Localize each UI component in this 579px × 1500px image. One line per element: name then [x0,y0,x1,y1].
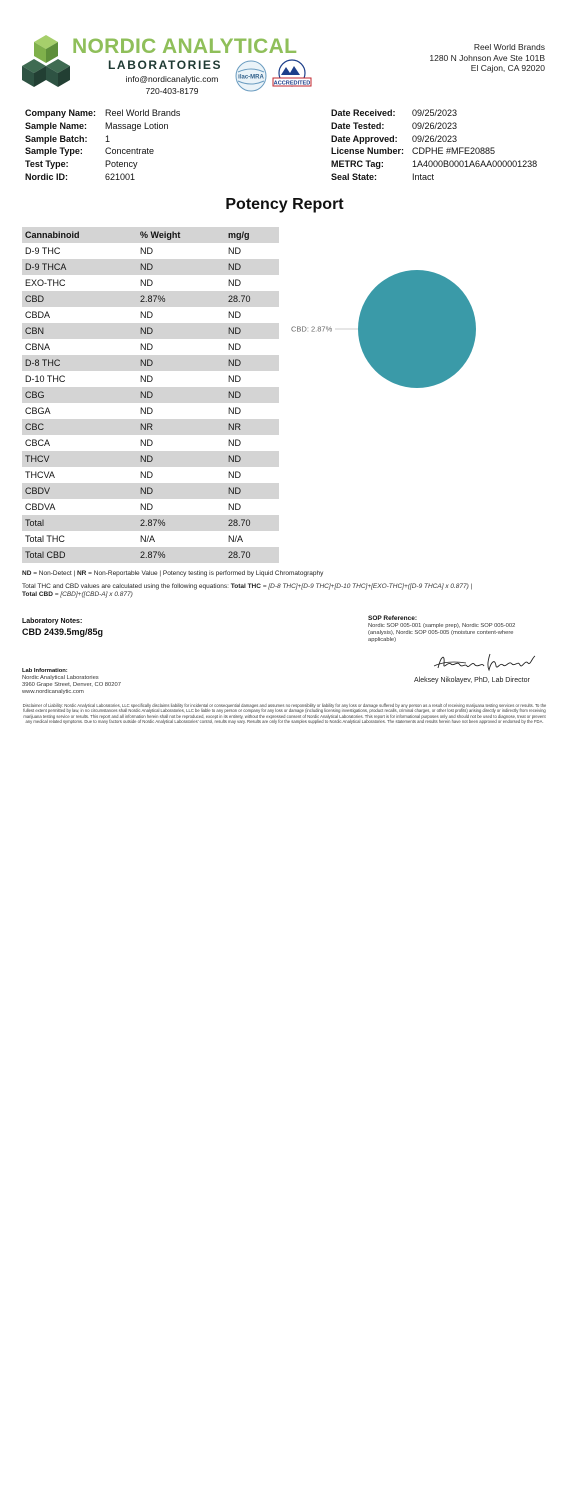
table-cell: NR [137,419,225,435]
info-label: Date Tested: [331,120,385,131]
signature-image [432,648,538,676]
logo-cube-right [46,59,70,87]
sop-reference-label: SOP Reference: [368,615,418,622]
table-cell: ND [137,451,225,467]
lab-phone: 720-403-8179 [145,86,199,96]
table-cell: ND [225,259,279,275]
table-cell: THCV [22,451,137,467]
lab-email: info@nordicanalytic.com [125,74,219,84]
table-cell: ND [228,374,241,384]
info-value: Intact [412,171,435,182]
table-cell: ND [140,374,153,384]
table-cell: ND [228,406,241,416]
info-row [331,107,537,120]
table-cell: 28.70 [225,291,279,307]
table-header-row [22,227,279,243]
info-label: Sample Name: [25,120,88,131]
table-cell: ND [228,278,241,288]
table-row [22,323,279,339]
table-cell: D-10 THC [25,374,66,384]
column-header: Cannabinoid [22,227,137,243]
info-row [331,145,537,158]
table-cell: ND [225,387,279,403]
info-value: Massage Lotion [105,120,169,131]
nd-abbr: ND [22,570,32,577]
table-cell: CBDA [25,310,51,320]
table-cell: ND [140,438,153,448]
table-cell: ND [228,310,241,320]
table-cell: ND [140,246,153,256]
table-cell: 28.70 [225,515,279,531]
table-row [22,419,279,435]
info-row [25,145,180,158]
table-row [22,371,279,387]
info-row [25,107,180,120]
info-value: Reel World Brands [105,108,181,118]
info-value: 621001 [105,171,136,182]
table-cell: ND [137,323,225,339]
lab-info-line-3: www.nordicanalytic.com [22,689,84,695]
table-row [22,403,279,419]
table-cell: 2.87% [137,547,225,563]
table-cell: ND [137,259,225,275]
table-row [22,259,279,275]
table-cell: 2.87% [137,291,225,307]
potency-pie-chart [286,262,486,397]
table-cell: 2.87% [137,515,225,531]
table-cell: Total CBD [22,547,137,563]
info-label: Sample Type: [25,146,83,157]
total-cbd-equation: = [CBD]+([CBD-A] x 0.877) [52,591,133,598]
info-label: Seal State: [331,171,378,182]
table-cell: ND [137,483,225,499]
info-row [331,120,537,133]
signer-name: Aleksey Nikolayev, PhD, Lab Director [414,677,530,684]
table-row [22,243,279,259]
total-thc-equation: = [D-8 THC]+[D-9 THC]+[D-10 THC]+[EXO-THC]+([D-9 THCA] x 0.877) | [260,582,473,590]
client-address-block [429,42,545,74]
table-cell: ND [225,483,279,499]
lab-info-label: Lab Information: [22,668,68,674]
table-cell: CBDV [22,483,137,499]
nr-abbr: NR [76,570,87,577]
table-cell: ND [228,342,241,352]
table-cell: ND [228,438,241,448]
equations-intro: Total THC and CBD values are calculated using the following equations: [22,582,231,590]
table-cell: D-9 THC [25,246,61,256]
info-row [331,158,537,171]
table-cell: ND [140,406,153,416]
info-label: Date Approved: [331,133,398,144]
table-row [22,531,279,547]
table-cell: ND [140,342,153,352]
ilac-mra-text: ilac-MRA [238,74,264,81]
info-label: Company Name: [25,108,97,118]
table-row [22,483,279,499]
table-cell: ND [140,470,153,480]
total-cbd-label: Total CBD [22,591,53,598]
info-row [25,133,180,146]
lab-information [22,668,121,696]
info-value: 1 [105,133,111,144]
table-cell: 28.70 [225,547,279,563]
abbreviation-note [22,570,542,579]
table-cell: CBGA [25,406,51,416]
table-row [22,355,279,371]
table-cell: ND [225,451,279,467]
footnotes [22,570,542,600]
table-cell: CBCA [25,438,51,448]
table-cell: ND [140,310,153,320]
info-label: Nordic ID: [25,171,69,182]
info-value: 09/26/2023 [412,133,458,144]
table-cell: ND [228,470,241,480]
nr-text: = Non-Reportable Value | Potency testing is performed by Liquid Chromatography [86,570,324,577]
table-cell: D-9 THCA [22,259,137,275]
client-name: Reel World Brands [473,42,545,52]
ilac-mra-badge-icon [234,60,268,92]
info-row [331,171,537,184]
table-cell: D-8 THC [22,355,137,371]
lab-info-line-1: Nordic Analytical Laboratories [22,675,99,681]
info-label: License Number: [331,146,405,157]
table-cell: CBD [22,291,137,307]
lab-notes-value: CBD 2439.5mg/85g [22,627,104,637]
table-row [22,515,279,531]
table-row [22,435,279,451]
column-header: mg/g [225,227,279,243]
info-value: Concentrate [105,146,155,157]
table-cell: THCVA [25,470,55,480]
pie-slice-cbd [358,270,476,388]
lab-name: NORDIC ANALYTICAL [72,35,298,58]
table-cell: CBN [22,323,137,339]
table-row [22,499,279,515]
table-row [22,339,279,355]
table-cell: CBC [22,419,137,435]
report-title: Potency Report [225,196,344,213]
client-address-line-1: 1280 N Johnson Ave Ste 101B [429,52,545,63]
info-label: METRC Tag: [331,159,384,170]
table-cell: ND [137,387,225,403]
table-row [22,451,279,467]
table-row [22,467,279,483]
table-cell: N/A [228,534,244,544]
lab-notes-label: Laboratory Notes: [22,618,83,625]
table-cell: ND [225,355,279,371]
info-row [25,171,180,184]
table-cell: EXO-THC [25,278,66,288]
table-cell: ND [137,355,225,371]
info-row [331,133,537,146]
info-value: 09/25/2023 [412,108,458,118]
total-thc-label: Total THC [230,582,261,590]
info-value: 1A4000B0001A6AA000001238 [412,159,538,170]
nd-text: = Non-Detect | [31,570,77,577]
info-value: 09/26/2023 [412,120,458,131]
table-cell: NR [225,419,279,435]
disclaimer: Disclaimer of Liability: Nordic Analytical Laboratories, LLC specifically disclaims liability for incidental or consequential damages and assumes no responsibility or liability for any loss or damage suffered by any person as a result of receiving marijuana testing services or results. To the fullest extent permitted by law, in no circumstances shall Nordic Analytical Laboratories, LLC be liable to any person or company for any loss or damage (including licensing investigations, product recalls, criminal charges, or other lost profits) arising directly or indirectly from receiving marijuana testing service or results. This report and all information herein shall not be reproduced, except in its entirety, without the expressed consent of Nordic Analytical Laboratories. This report is for informational purposes only and should not be used to diagnose, treat or prevent any medical related symptoms. Due to many factors outside of Nordic Analytical Laboratories' control, results may vary. Results are only for the samples supplied to Nordic Analytical Laboratories. The statements and results herein have not been approved or endorsed by the FDA. [22,703,547,725]
lab-logo-icon [22,33,70,89]
table-cell: CBDVA [25,502,56,512]
pie-slice-label: CBD: 2.87% [291,324,333,334]
table-cell: CBG [22,387,137,403]
table-cell: ND [140,502,153,512]
potency-table [22,227,279,563]
table-row [22,307,279,323]
logo-cube-left [22,59,46,87]
table-cell: CBNA [25,342,51,352]
lab-info-line-2: 3960 Grape Street, Denver, CO 80207 [22,682,121,688]
info-value: Potency [105,159,138,170]
accredited-badge-icon [270,58,314,92]
accredited-text: ACCREDITED [273,80,311,87]
logo-cube-top [34,35,58,63]
table-cell: Total [22,515,137,531]
info-label: Test Type: [25,159,69,170]
info-value: CDPHE #MFE20885 [412,146,496,157]
table-row [22,275,279,291]
client-address-line-2: El Cajon, CA 92020 [470,63,545,73]
table-cell: ND [228,502,241,512]
sample-info-right [331,107,537,184]
table-row [22,291,279,307]
column-header: % Weight [137,227,225,243]
equations-note [22,583,542,600]
sample-info-left [25,107,180,184]
info-row [25,158,180,171]
table-cell: N/A [140,534,156,544]
sop-reference-value: Nordic SOP 005-001 (sample prep), Nordic SOP 005-002 (analysis), Nordic SOP 005-005 (moisture content-where applicable) [368,623,516,643]
lab-subtitle: LABORATORIES [108,58,223,72]
table-row [22,547,279,563]
table-cell: ND [225,323,279,339]
table-cell: Total THC [25,534,65,544]
info-label: Date Received: [331,108,396,118]
info-label: Sample Batch: [25,133,88,144]
table-cell: ND [228,246,241,256]
table-cell: ND [140,278,153,288]
table-row [22,387,279,403]
info-row [25,120,180,133]
